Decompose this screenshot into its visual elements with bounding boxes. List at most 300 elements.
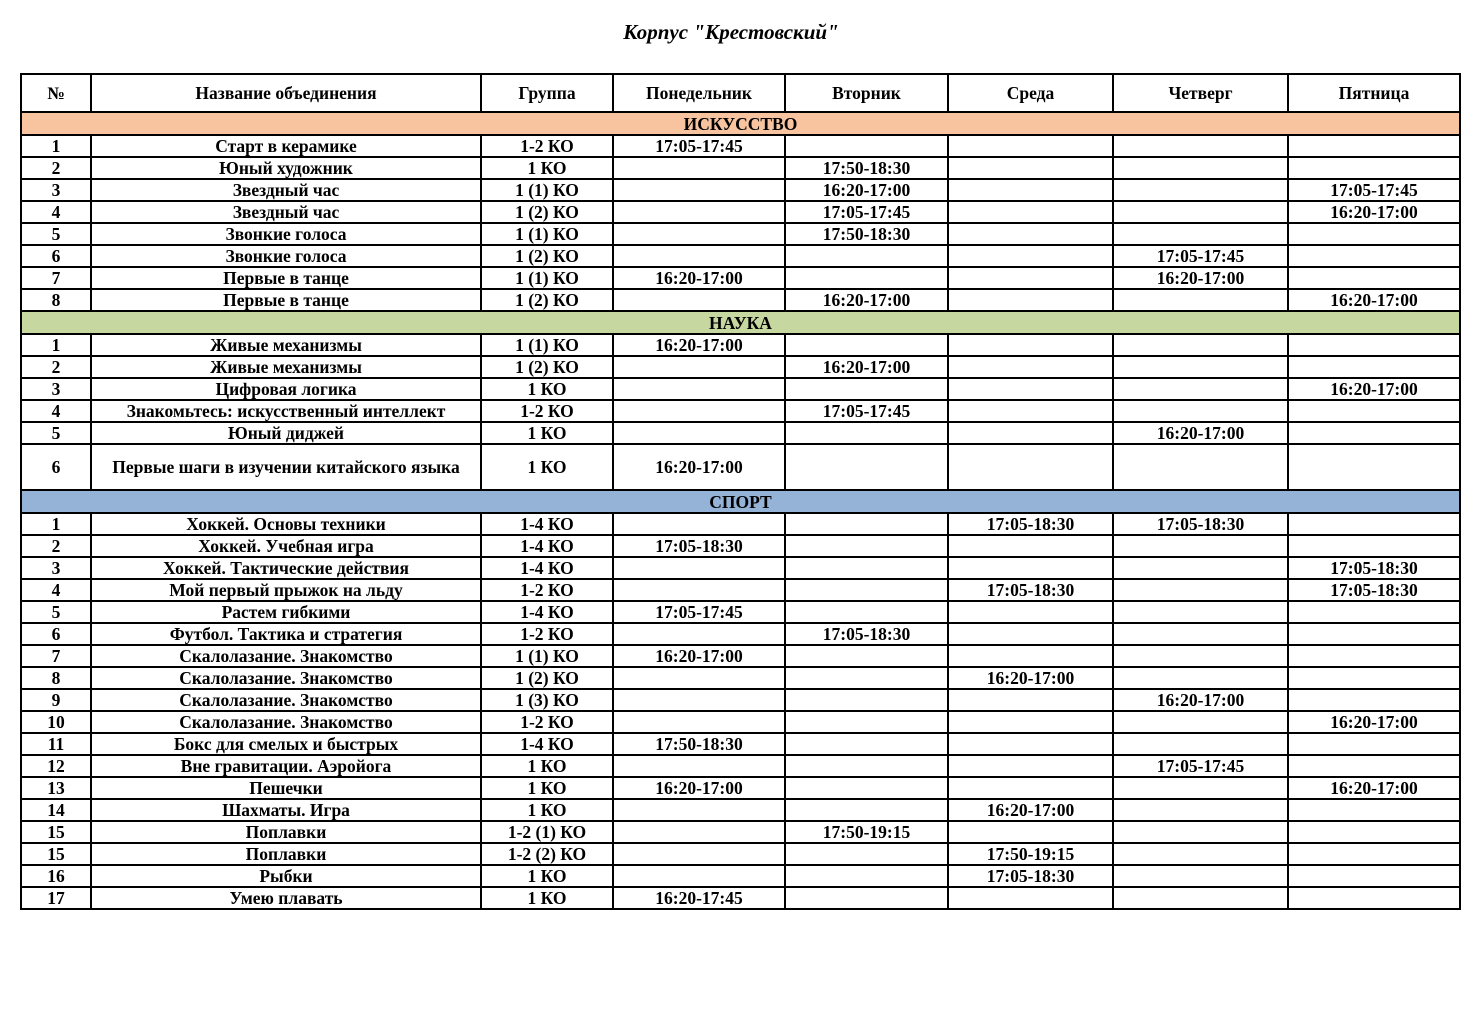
cell-group: 1-2 (1) КО bbox=[481, 821, 613, 843]
cell-thursday bbox=[1113, 535, 1288, 557]
cell-tuesday bbox=[785, 513, 948, 535]
cell-thursday bbox=[1113, 157, 1288, 179]
cell-monday bbox=[613, 223, 785, 245]
cell-tuesday bbox=[785, 733, 948, 755]
cell-tuesday bbox=[785, 135, 948, 157]
cell-monday bbox=[613, 557, 785, 579]
cell-monday: 16:20-17:00 bbox=[613, 334, 785, 356]
cell-name: Футбол. Тактика и стратегия bbox=[91, 623, 481, 645]
cell-monday: 16:20-17:45 bbox=[613, 887, 785, 909]
cell-wednesday bbox=[948, 289, 1113, 311]
cell-name: Хоккей. Тактические действия bbox=[91, 557, 481, 579]
cell-monday: 17:05-18:30 bbox=[613, 535, 785, 557]
table-row bbox=[21, 865, 1460, 887]
cell-thursday: 16:20-17:00 bbox=[1113, 689, 1288, 711]
cell-monday: 16:20-17:00 bbox=[613, 645, 785, 667]
section-row bbox=[21, 490, 1460, 513]
cell-thursday: 16:20-17:00 bbox=[1113, 267, 1288, 289]
table-row bbox=[21, 267, 1460, 289]
cell-number: 7 bbox=[21, 267, 91, 289]
col-header-monday: Понедельник bbox=[613, 74, 785, 112]
cell-group: 1 (1) КО bbox=[481, 223, 613, 245]
table-row bbox=[21, 843, 1460, 865]
cell-tuesday bbox=[785, 865, 948, 887]
cell-tuesday: 17:05-17:45 bbox=[785, 201, 948, 223]
cell-group: 1-4 КО bbox=[481, 513, 613, 535]
cell-friday bbox=[1288, 755, 1460, 777]
cell-number: 4 bbox=[21, 400, 91, 422]
cell-name: Шахматы. Игра bbox=[91, 799, 481, 821]
cell-tuesday bbox=[785, 755, 948, 777]
cell-friday bbox=[1288, 135, 1460, 157]
cell-tuesday bbox=[785, 378, 948, 400]
cell-monday bbox=[613, 289, 785, 311]
cell-thursday bbox=[1113, 378, 1288, 400]
cell-thursday bbox=[1113, 601, 1288, 623]
cell-wednesday bbox=[948, 777, 1113, 799]
table-row bbox=[21, 157, 1460, 179]
cell-thursday bbox=[1113, 667, 1288, 689]
cell-friday bbox=[1288, 601, 1460, 623]
cell-wednesday: 17:05-18:30 bbox=[948, 579, 1113, 601]
cell-number: 15 bbox=[21, 843, 91, 865]
cell-wednesday bbox=[948, 267, 1113, 289]
cell-number: 1 bbox=[21, 334, 91, 356]
cell-group: 1 (3) КО bbox=[481, 689, 613, 711]
table-row bbox=[21, 400, 1460, 422]
cell-name: Живые механизмы bbox=[91, 356, 481, 378]
cell-number: 3 bbox=[21, 557, 91, 579]
cell-wednesday bbox=[948, 557, 1113, 579]
cell-thursday bbox=[1113, 400, 1288, 422]
table-row bbox=[21, 223, 1460, 245]
cell-friday bbox=[1288, 157, 1460, 179]
table-row bbox=[21, 689, 1460, 711]
cell-wednesday bbox=[948, 887, 1113, 909]
cell-number: 2 bbox=[21, 356, 91, 378]
cell-wednesday bbox=[948, 400, 1113, 422]
cell-wednesday bbox=[948, 601, 1113, 623]
col-header-wednesday: Среда bbox=[948, 74, 1113, 112]
cell-group: 1 КО bbox=[481, 865, 613, 887]
table-row bbox=[21, 645, 1460, 667]
cell-number: 6 bbox=[21, 444, 91, 490]
cell-wednesday bbox=[948, 444, 1113, 490]
cell-name: Скалолазание. Знакомство bbox=[91, 711, 481, 733]
cell-thursday bbox=[1113, 334, 1288, 356]
cell-group: 1-4 КО bbox=[481, 601, 613, 623]
cell-name: Скалолазание. Знакомство bbox=[91, 667, 481, 689]
cell-number: 1 bbox=[21, 135, 91, 157]
cell-name: Звездный час bbox=[91, 179, 481, 201]
cell-name: Поплавки bbox=[91, 843, 481, 865]
table-row bbox=[21, 887, 1460, 909]
schedule-table bbox=[20, 73, 1461, 910]
cell-wednesday bbox=[948, 157, 1113, 179]
cell-tuesday: 17:50-18:30 bbox=[785, 223, 948, 245]
cell-friday bbox=[1288, 400, 1460, 422]
cell-friday: 17:05-18:30 bbox=[1288, 579, 1460, 601]
cell-number: 4 bbox=[21, 579, 91, 601]
cell-friday: 17:05-17:45 bbox=[1288, 179, 1460, 201]
cell-friday bbox=[1288, 513, 1460, 535]
cell-group: 1-2 КО bbox=[481, 623, 613, 645]
cell-tuesday bbox=[785, 689, 948, 711]
cell-monday bbox=[613, 667, 785, 689]
cell-monday: 17:05-17:45 bbox=[613, 135, 785, 157]
cell-monday bbox=[613, 179, 785, 201]
cell-wednesday bbox=[948, 135, 1113, 157]
cell-tuesday bbox=[785, 843, 948, 865]
cell-name: Вне гравитации. Аэройога bbox=[91, 755, 481, 777]
cell-wednesday bbox=[948, 334, 1113, 356]
cell-friday bbox=[1288, 535, 1460, 557]
cell-name: Скалолазание. Знакомство bbox=[91, 689, 481, 711]
cell-name: Знакомьтесь: искусственный интеллект bbox=[91, 400, 481, 422]
cell-group: 1-2 КО bbox=[481, 579, 613, 601]
cell-group: 1 (1) КО bbox=[481, 267, 613, 289]
cell-number: 11 bbox=[21, 733, 91, 755]
cell-thursday bbox=[1113, 444, 1288, 490]
cell-tuesday: 17:50-19:15 bbox=[785, 821, 948, 843]
cell-wednesday bbox=[948, 755, 1113, 777]
cell-tuesday bbox=[785, 267, 948, 289]
cell-number: 3 bbox=[21, 179, 91, 201]
cell-name: Живые механизмы bbox=[91, 334, 481, 356]
section-row bbox=[21, 112, 1460, 135]
table-row bbox=[21, 557, 1460, 579]
cell-tuesday: 16:20-17:00 bbox=[785, 289, 948, 311]
cell-group: 1 (1) КО bbox=[481, 334, 613, 356]
table-row bbox=[21, 821, 1460, 843]
table-row bbox=[21, 733, 1460, 755]
cell-name: Первые в танце bbox=[91, 289, 481, 311]
cell-friday bbox=[1288, 444, 1460, 490]
cell-friday bbox=[1288, 733, 1460, 755]
cell-wednesday bbox=[948, 535, 1113, 557]
table-row bbox=[21, 444, 1460, 490]
cell-number: 4 bbox=[21, 201, 91, 223]
cell-thursday bbox=[1113, 179, 1288, 201]
table-row bbox=[21, 422, 1460, 444]
cell-name: Поплавки bbox=[91, 821, 481, 843]
cell-tuesday: 16:20-17:00 bbox=[785, 356, 948, 378]
cell-name: Хоккей. Основы техники bbox=[91, 513, 481, 535]
cell-number: 2 bbox=[21, 535, 91, 557]
cell-friday bbox=[1288, 667, 1460, 689]
cell-wednesday: 17:50-19:15 bbox=[948, 843, 1113, 865]
cell-name: Бокс для смелых и быстрых bbox=[91, 733, 481, 755]
table-row bbox=[21, 601, 1460, 623]
cell-monday bbox=[613, 623, 785, 645]
cell-wednesday: 16:20-17:00 bbox=[948, 799, 1113, 821]
cell-tuesday bbox=[785, 601, 948, 623]
cell-number: 7 bbox=[21, 645, 91, 667]
section-row bbox=[21, 311, 1460, 334]
cell-monday bbox=[613, 422, 785, 444]
cell-number: 9 bbox=[21, 689, 91, 711]
cell-tuesday bbox=[785, 645, 948, 667]
cell-thursday: 17:05-17:45 bbox=[1113, 245, 1288, 267]
cell-name: Звонкие голоса bbox=[91, 245, 481, 267]
cell-group: 1 КО bbox=[481, 887, 613, 909]
cell-number: 8 bbox=[21, 289, 91, 311]
cell-monday bbox=[613, 378, 785, 400]
cell-wednesday bbox=[948, 201, 1113, 223]
cell-name: Скалолазание. Знакомство bbox=[91, 645, 481, 667]
cell-group: 1 КО bbox=[481, 755, 613, 777]
cell-name: Хоккей. Учебная игра bbox=[91, 535, 481, 557]
cell-tuesday bbox=[785, 334, 948, 356]
cell-tuesday bbox=[785, 711, 948, 733]
cell-group: 1-4 КО bbox=[481, 535, 613, 557]
cell-group: 1 КО bbox=[481, 799, 613, 821]
table-row bbox=[21, 378, 1460, 400]
cell-name: Первые шаги в изучении китайского языка bbox=[91, 444, 481, 490]
cell-tuesday bbox=[785, 535, 948, 557]
table-row bbox=[21, 245, 1460, 267]
cell-wednesday: 16:20-17:00 bbox=[948, 667, 1113, 689]
cell-wednesday bbox=[948, 245, 1113, 267]
cell-group: 1 (1) КО bbox=[481, 179, 613, 201]
cell-tuesday bbox=[785, 422, 948, 444]
cell-thursday: 17:05-17:45 bbox=[1113, 755, 1288, 777]
cell-number: 16 bbox=[21, 865, 91, 887]
cell-wednesday bbox=[948, 422, 1113, 444]
cell-friday: 16:20-17:00 bbox=[1288, 378, 1460, 400]
cell-monday bbox=[613, 157, 785, 179]
table-row bbox=[21, 535, 1460, 557]
cell-friday: 16:20-17:00 bbox=[1288, 201, 1460, 223]
table-row bbox=[21, 201, 1460, 223]
cell-wednesday bbox=[948, 733, 1113, 755]
cell-monday bbox=[613, 579, 785, 601]
cell-friday bbox=[1288, 223, 1460, 245]
cell-number: 15 bbox=[21, 821, 91, 843]
cell-number: 8 bbox=[21, 667, 91, 689]
cell-monday bbox=[613, 245, 785, 267]
cell-monday bbox=[613, 711, 785, 733]
cell-group: 1-4 КО bbox=[481, 733, 613, 755]
cell-group: 1 КО bbox=[481, 157, 613, 179]
cell-number: 2 bbox=[21, 157, 91, 179]
cell-monday bbox=[613, 821, 785, 843]
cell-thursday: 17:05-18:30 bbox=[1113, 513, 1288, 535]
cell-number: 14 bbox=[21, 799, 91, 821]
cell-thursday bbox=[1113, 579, 1288, 601]
cell-number: 5 bbox=[21, 422, 91, 444]
cell-friday: 17:05-18:30 bbox=[1288, 557, 1460, 579]
table-row bbox=[21, 179, 1460, 201]
cell-number: 10 bbox=[21, 711, 91, 733]
cell-monday bbox=[613, 513, 785, 535]
cell-friday bbox=[1288, 422, 1460, 444]
cell-wednesday bbox=[948, 378, 1113, 400]
col-header-friday: Пятница bbox=[1288, 74, 1460, 112]
cell-group: 1-2 КО bbox=[481, 400, 613, 422]
cell-thursday bbox=[1113, 711, 1288, 733]
section-header: ИСКУССТВО bbox=[21, 112, 1460, 135]
table-row bbox=[21, 135, 1460, 157]
cell-group: 1 (1) КО bbox=[481, 645, 613, 667]
cell-wednesday bbox=[948, 689, 1113, 711]
cell-monday: 17:50-18:30 bbox=[613, 733, 785, 755]
cell-group: 1 (2) КО bbox=[481, 245, 613, 267]
cell-friday bbox=[1288, 356, 1460, 378]
cell-wednesday bbox=[948, 623, 1113, 645]
col-header-group: Группа bbox=[481, 74, 613, 112]
cell-thursday bbox=[1113, 645, 1288, 667]
cell-number: 5 bbox=[21, 601, 91, 623]
cell-tuesday: 16:20-17:00 bbox=[785, 179, 948, 201]
page-title: Корпус "Крестовский" bbox=[623, 20, 839, 44]
cell-monday bbox=[613, 843, 785, 865]
cell-wednesday bbox=[948, 179, 1113, 201]
cell-tuesday bbox=[785, 579, 948, 601]
table-row bbox=[21, 579, 1460, 601]
cell-tuesday bbox=[785, 799, 948, 821]
cell-tuesday bbox=[785, 444, 948, 490]
cell-thursday bbox=[1113, 799, 1288, 821]
cell-tuesday bbox=[785, 667, 948, 689]
cell-friday: 16:20-17:00 bbox=[1288, 289, 1460, 311]
table-row bbox=[21, 777, 1460, 799]
cell-friday bbox=[1288, 865, 1460, 887]
cell-friday bbox=[1288, 799, 1460, 821]
table-row bbox=[21, 289, 1460, 311]
header-row bbox=[21, 74, 1460, 112]
cell-name: Пешечки bbox=[91, 777, 481, 799]
cell-thursday bbox=[1113, 135, 1288, 157]
cell-number: 3 bbox=[21, 378, 91, 400]
cell-thursday bbox=[1113, 777, 1288, 799]
cell-number: 6 bbox=[21, 245, 91, 267]
cell-thursday bbox=[1113, 821, 1288, 843]
cell-thursday bbox=[1113, 733, 1288, 755]
cell-friday bbox=[1288, 887, 1460, 909]
cell-thursday bbox=[1113, 201, 1288, 223]
cell-tuesday bbox=[785, 557, 948, 579]
table-row bbox=[21, 799, 1460, 821]
cell-name: Звездный час bbox=[91, 201, 481, 223]
table-row bbox=[21, 667, 1460, 689]
cell-name: Цифровая логика bbox=[91, 378, 481, 400]
cell-monday: 16:20-17:00 bbox=[613, 267, 785, 289]
cell-group: 1 КО bbox=[481, 378, 613, 400]
cell-number: 17 bbox=[21, 887, 91, 909]
cell-name: Старт в керамике bbox=[91, 135, 481, 157]
table-row bbox=[21, 356, 1460, 378]
cell-number: 13 bbox=[21, 777, 91, 799]
cell-number: 12 bbox=[21, 755, 91, 777]
cell-group: 1-2 КО bbox=[481, 135, 613, 157]
cell-group: 1-2 КО bbox=[481, 711, 613, 733]
cell-name: Звонкие голоса bbox=[91, 223, 481, 245]
cell-name: Умею плавать bbox=[91, 887, 481, 909]
cell-thursday bbox=[1113, 557, 1288, 579]
cell-monday: 17:05-17:45 bbox=[613, 601, 785, 623]
cell-friday bbox=[1288, 843, 1460, 865]
cell-monday: 16:20-17:00 bbox=[613, 444, 785, 490]
col-header-name: Название объединения bbox=[91, 74, 481, 112]
cell-friday bbox=[1288, 245, 1460, 267]
cell-name: Растем гибкими bbox=[91, 601, 481, 623]
cell-friday bbox=[1288, 645, 1460, 667]
cell-group: 1 КО bbox=[481, 444, 613, 490]
cell-wednesday bbox=[948, 223, 1113, 245]
cell-thursday: 16:20-17:00 bbox=[1113, 422, 1288, 444]
table-row bbox=[21, 755, 1460, 777]
cell-group: 1 КО bbox=[481, 777, 613, 799]
cell-monday bbox=[613, 689, 785, 711]
cell-number: 1 bbox=[21, 513, 91, 535]
cell-friday: 16:20-17:00 bbox=[1288, 777, 1460, 799]
cell-monday bbox=[613, 356, 785, 378]
cell-name: Юный художник bbox=[91, 157, 481, 179]
table-row bbox=[21, 334, 1460, 356]
cell-friday bbox=[1288, 267, 1460, 289]
col-header-tuesday: Вторник bbox=[785, 74, 948, 112]
cell-monday bbox=[613, 400, 785, 422]
cell-friday: 16:20-17:00 bbox=[1288, 711, 1460, 733]
cell-name: Рыбки bbox=[91, 865, 481, 887]
cell-wednesday bbox=[948, 711, 1113, 733]
cell-monday bbox=[613, 799, 785, 821]
cell-thursday bbox=[1113, 843, 1288, 865]
cell-friday bbox=[1288, 623, 1460, 645]
cell-monday bbox=[613, 755, 785, 777]
cell-group: 1 (2) КО bbox=[481, 667, 613, 689]
cell-tuesday: 17:05-17:45 bbox=[785, 400, 948, 422]
cell-friday bbox=[1288, 689, 1460, 711]
section-header: НАУКА bbox=[21, 311, 1460, 334]
cell-name: Первые в танце bbox=[91, 267, 481, 289]
cell-wednesday bbox=[948, 821, 1113, 843]
cell-group: 1-4 КО bbox=[481, 557, 613, 579]
col-header-number: № bbox=[21, 74, 91, 112]
cell-group: 1-2 (2) КО bbox=[481, 843, 613, 865]
table-row bbox=[21, 513, 1460, 535]
cell-wednesday: 17:05-18:30 bbox=[948, 865, 1113, 887]
cell-thursday bbox=[1113, 887, 1288, 909]
cell-thursday bbox=[1113, 356, 1288, 378]
cell-tuesday bbox=[785, 245, 948, 267]
section-header: СПОРТ bbox=[21, 490, 1460, 513]
cell-tuesday bbox=[785, 887, 948, 909]
cell-wednesday bbox=[948, 356, 1113, 378]
cell-group: 1 (2) КО bbox=[481, 289, 613, 311]
cell-name: Мой первый прыжок на льду bbox=[91, 579, 481, 601]
cell-thursday bbox=[1113, 865, 1288, 887]
cell-monday: 16:20-17:00 bbox=[613, 777, 785, 799]
cell-group: 1 КО bbox=[481, 422, 613, 444]
cell-thursday bbox=[1113, 223, 1288, 245]
schedule-body bbox=[21, 112, 1460, 909]
cell-tuesday: 17:05-18:30 bbox=[785, 623, 948, 645]
cell-monday bbox=[613, 201, 785, 223]
cell-number: 5 bbox=[21, 223, 91, 245]
cell-group: 1 (2) КО bbox=[481, 201, 613, 223]
table-row bbox=[21, 711, 1460, 733]
cell-friday bbox=[1288, 821, 1460, 843]
cell-name: Юный диджей bbox=[91, 422, 481, 444]
cell-monday bbox=[613, 865, 785, 887]
cell-thursday bbox=[1113, 289, 1288, 311]
cell-friday bbox=[1288, 334, 1460, 356]
cell-wednesday: 17:05-18:30 bbox=[948, 513, 1113, 535]
cell-thursday bbox=[1113, 623, 1288, 645]
cell-group: 1 (2) КО bbox=[481, 356, 613, 378]
